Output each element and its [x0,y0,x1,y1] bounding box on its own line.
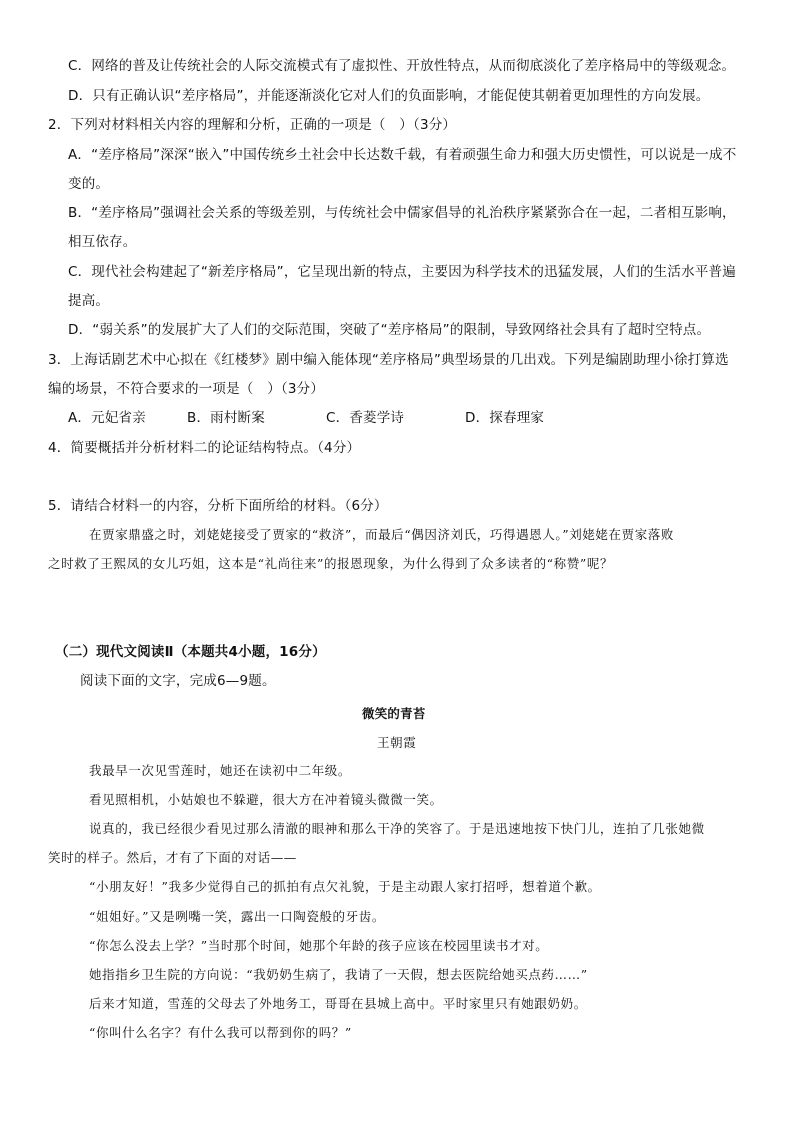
passage-paragraph: 后来才知道，雪莲的父母去了外地务工，哥哥在县城上高中。平时家里只有她跟奶奶。 [89,996,587,1011]
q5-material-line1: 在贾家鼎盛之时，刘姥姥接受了贾家的“救济”，而最后“偶因济刘氏，巧得遇恩人。”刘姥姥在贾家落败 [89,527,675,542]
passage-paragraph: “小朋友好！”我多少觉得自己的抓拍有点欠礼貌，于是主动跟人家打招呼，想着道个歉。 [89,879,601,894]
q4-stem: 4．简要概括并分析材料二的论证结构特点。（4分） [48,440,361,456]
section-heading: （二）现代文阅读Ⅱ（本题共4小题，16分） [55,644,326,660]
q3-option-a: A．元妃省亲 [68,410,146,426]
q2-option-c-line1: C．现代社会构建起了“新差序格局”，它呈现出新的特点，主要因为科学技术的迅猛发展，人们的生活水平普遍 [68,264,736,280]
q3-stem-line2: 编的场景，不符合要求的一项是（ ）（3分） [48,381,325,397]
q2-stem: 2．下列对材料相关内容的理解和分析，正确的一项是（ ）（3分） [48,117,457,133]
q2-option-a-line2: 变的。 [68,176,110,192]
q5-material-line2: 之时救了王熙凤的女儿巧姐，这本是“礼尚往来”的报恩现象，为什么得到了众多读者的“称赞”呢？ [48,556,614,571]
passage-paragraph: 说真的，我已经很少看见过那么清澈的眼神和那么干净的笑容了。于是迅速地按下快门儿，连拍了几张她微 [89,821,705,836]
q2-option-d: D．“弱关系”的发展扩大了人们的交际范围，突破了“差序格局”的限制，导致网络社会具有了超时空特点。 [68,322,711,338]
q1-option-c: C．网络的普及让传统社会的人际交流模式有了虚拟性、开放性特点，从而彻底淡化了差序格局中的等级观念。 [68,58,736,74]
q2-option-b-line1: B．“差序格局”强调社会关系的等级差别，与传统社会中儒家倡导的礼治秩序紧紧弥合在一起，二者相互影响， [68,205,736,221]
q3-option-c: C．香菱学诗 [326,410,405,426]
passage-author: 王朝霞 [377,735,417,750]
q1-option-d: D．只有正确认识“差序格局”，并能逐渐淡化它对人们的负面影响，才能促使其朝着更加理性的方向发展。 [68,88,710,104]
section-instruction: 阅读下面的文字，完成6—9题。 [80,673,276,689]
passage-paragraph: 我最早一次见雪莲时，她还在读初中二年级。 [89,763,352,778]
q3-stem-line1: 3．上海话剧艺术中心拟在《红楼梦》剧中编入能体现“差序格局”典型场景的几出戏。下列是编剧助理小徐打算选 [48,352,729,368]
q3-option-d: D．探春理家 [465,410,545,426]
passage-paragraph: 看见照相机，小姑娘也不躲避，很大方在冲着镜头微微一笑。 [89,792,443,807]
passage-paragraph: “你怎么没去上学？”当时那个时间，她那个年龄的孩子应该在校园里读书才对。 [89,938,549,953]
passage-paragraph-continued: 笑时的样子。然后，才有了下面的对话—— [48,850,297,865]
q5-stem: 5．请结合材料一的内容，分析下面所给的材料。（6分） [48,498,388,514]
q3-option-b: B．雨村断案 [187,410,265,426]
passage-title: 微笑的青苔 [362,706,426,721]
q2-option-a-line1: A．“差序格局”深深“嵌入”中国传统乡土社会中长达数千载，有着顽强生命力和强大历史惯性，可以说是一成不 [68,147,737,163]
q2-option-c-line2: 提高。 [68,293,110,309]
passage-paragraph: 她指指乡卫生院的方向说：“我奶奶生病了，我请了一天假，想去医院给她买点药……” [89,967,588,982]
passage-paragraph: “姐姐好。”又是咧嘴一笑，露出一口陶瓷般的牙齿。 [89,909,385,924]
q2-option-b-line2: 相互依存。 [68,234,137,250]
passage-paragraph: “你叫什么名字？有什么我可以帮到你的吗？” [89,1025,352,1040]
